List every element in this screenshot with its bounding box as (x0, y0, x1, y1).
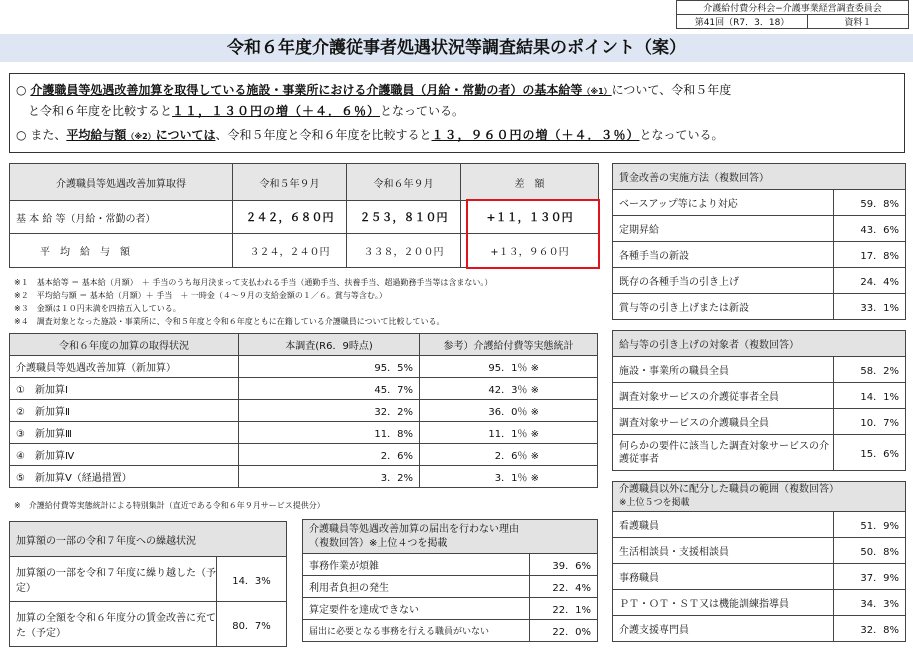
scope-row-label: 事務職員 (613, 564, 834, 590)
session-label: 第41回（R7．3．18） (677, 15, 808, 29)
methods-table (612, 163, 906, 320)
col-diff: 差 額 (461, 164, 599, 201)
acquisition-note: ※ 介護給付費等実態統計による特別集計（直近である令和６年９月サービス提供分） (14, 501, 325, 510)
scope-row-value: 34．3% (834, 590, 906, 616)
reason-row-label: 利用者負担の発生 (303, 576, 530, 598)
col-r6: 令和６年９月 (347, 164, 461, 201)
target-row-value: 15．6% (834, 435, 906, 471)
reason-row-label: 届出に必要となる事務を行える職員がいない (303, 620, 530, 642)
methods-title: 賃金改善の実施方法（複数回答） (613, 164, 906, 190)
scope-row-value: 51．9% (834, 512, 906, 538)
scope-row-label: 生活相談員・支援相談員 (613, 538, 834, 564)
scope-row-label: 看護職員 (613, 512, 834, 538)
bullet-1: ○ (16, 83, 27, 97)
scope-title: 介護職員以外に配分した職員の範囲（複数回答） ※上位５つを掲載 (613, 482, 906, 512)
row-base-salary-label: 基 本 給 等（月給・常勤の者） (10, 201, 233, 234)
method-row-label: 賞与等の引き上げまたは新設 (613, 294, 834, 320)
footnote-1: ※１ 基本給等 ＝ 基本給（月額） ＋ 手当のうち毎月決まって支払われる手当（通勤手当、扶養手当、超過勤務手当等は含まない。） (14, 278, 493, 287)
diff-highlight-frame (466, 199, 600, 269)
acq-col-status: 令和６年度の加算の取得状況 (10, 334, 239, 356)
summary-line1-text: 介護職員等処遇改善加算を取得している施設・事業所における介護職員（月給・常勤の者）の基本給等 (30, 83, 583, 97)
reason-row-value: 22．4% (530, 576, 598, 598)
carryover-row-label: 加算額の一部を令和７年度に繰り越した（予定） (10, 557, 217, 602)
carryover-row-label: 加算の全額を令和６年度分の賃金改善に充てた（予定） (10, 602, 217, 647)
carryover-row-value: 14．3% (217, 557, 287, 602)
targets-title: 給与等の引き上げの対象者（複数回答） (613, 331, 906, 357)
target-row-value: 10．7% (834, 409, 906, 435)
acq-row-label: ③ 新加算Ⅲ (10, 422, 239, 444)
acq-col-stat: 参考）介護給付費等実態統計 (420, 334, 598, 356)
scope-table (612, 481, 906, 642)
reason-row-value: 39．6% (530, 554, 598, 576)
page-title: 令和６年度介護従事者処遇状況等調査結果のポイント（案） (227, 38, 686, 58)
meta-box (676, 0, 909, 29)
acquisition-table: 令和６年度の加算の取得状況 本調査(R6．9時点) 参考）介護給付費等実態統計 介護職員等処遇改善加算（新加算） 95．5% 95．1％ ※ ① 新加算Ⅰ 45．7% 42．3％ ※ ② 新加算Ⅱ 32．2% 36．0％ ※ ③ 新加算Ⅲ 11．8% 11．1％ ※ ④ 新加算Ⅳ 2．6% 2．6％ ※ ⑤ 新加算Ⅴ（経過措置） 3．2% 3．1％ ※ (9, 333, 598, 488)
reason-row-label: 算定要件を達成できない (303, 598, 530, 620)
col-r5: 令和５年９月 (233, 164, 347, 201)
base-diff: +１１，１３０円 (461, 201, 599, 234)
acq-row-label: ② 新加算Ⅱ (10, 400, 239, 422)
target-row-label: 何らかの要件に該当した調査対象サービスの介護従事者 (613, 435, 834, 471)
method-row-value: 43．6% (834, 216, 906, 242)
scope-row-label: ＰＴ・ＯＴ・ＳＴ又は機能訓練指導員 (613, 590, 834, 616)
summary-box (9, 73, 905, 153)
method-row-label: 定期昇給 (613, 216, 834, 242)
method-row-label: 既存の各種手当の引き上げ (613, 268, 834, 294)
target-row-label: 施設・事業所の職員全員 (613, 357, 834, 383)
target-row-label: 調査対象サービスの介護従事者全員 (613, 383, 834, 409)
reason-row-label: 事務作業が煩雑 (303, 554, 530, 576)
summary-line1: ○ 介護職員等処遇改善加算を取得している施設・事業所における介護職員（月給・常勤の者）の基本給等（※1）について、令和５年度 (16, 83, 732, 97)
base-salary-increase: １１，１３０円の増（＋４．６％） (172, 104, 381, 118)
reasons-table (302, 519, 598, 642)
footnote-2: ※２ 平均給与額 ＝ 基本給（月額）＋ 手当 ＋ 一時金（４〜９月の支給金額の１／６。賞与等含む。） (14, 291, 387, 300)
reason-row-value: 22．1% (530, 598, 598, 620)
method-row-value: 24．4% (834, 268, 906, 294)
avg-r5: ３２４，２４０円 (233, 234, 347, 268)
carryover-table (9, 521, 287, 647)
scope-row-value: 32．8% (834, 616, 906, 642)
summary-line2: と令和６年度を比較すると１１，１３０円の増（＋４．６％）となっている。 (28, 104, 465, 118)
material-label: 資料１ (808, 15, 909, 29)
method-row-value: 33．1% (834, 294, 906, 320)
target-row-value: 58．2% (834, 357, 906, 383)
base-r5: ２４２，６８０円 (233, 201, 347, 234)
summary-line3: ○ また、平均給与額（※2）については、令和５年度と令和６年度を比較すると１３，９６０円の増（＋４．３％）となっている。 (16, 128, 724, 142)
footnote-3: ※３ 金額は１０円未満を四捨五入している。 (14, 304, 181, 313)
row-avg-salary-label: 平 均 給 与 額 (10, 234, 233, 268)
targets-table (612, 330, 906, 471)
base-r6: ２５３，８１０円 (347, 201, 461, 234)
scope-row-value: 50．8% (834, 538, 906, 564)
bullet-2: ○ (16, 128, 27, 142)
avg-r6: ３３８，２００円 (347, 234, 461, 268)
method-row-label: ベースアップ等により対応 (613, 190, 834, 216)
acq-row-label: ④ 新加算Ⅳ (10, 444, 239, 466)
method-row-value: 59．8% (834, 190, 906, 216)
col-acquisition: 介護職員等処遇改善加算取得 (10, 164, 233, 201)
method-row-label: 各種手当の新設 (613, 242, 834, 268)
acq-row-label: ⑤ 新加算Ⅴ（経過措置） (10, 466, 239, 488)
target-row-value: 14．1% (834, 383, 906, 409)
committee-label: 介護給付費分科会−介護事業経営調査委員会 (677, 1, 909, 15)
carryover-title: 加算額の一部の令和７年度への繰越状況 (10, 522, 287, 557)
acq-col-survey: 本調査(R6．9時点) (239, 334, 420, 356)
avg-diff: +１３，９６０円 (461, 234, 599, 268)
scope-row-value: 37．9% (834, 564, 906, 590)
footnote-4: ※４ 調査対象となった施設・事業所に、令和５年度と令和６年度ともに在籍している介護職員について比較している。 (14, 317, 445, 326)
scope-row-label: 介護支援専門員 (613, 616, 834, 642)
method-row-value: 17．8% (834, 242, 906, 268)
footnotes (14, 276, 604, 328)
carryover-row-value: 80．7% (217, 602, 287, 647)
acq-row-label: 介護職員等処遇改善加算（新加算） (10, 356, 239, 378)
avg-salary-increase: １３，９６０円の増（＋４．３％） (431, 128, 640, 142)
acq-row-label: ① 新加算Ⅰ (10, 378, 239, 400)
reasons-title: 介護職員等処遇改善加算の届出を行わない理由 （複数回答）※上位４つを掲載 (303, 520, 598, 554)
reason-row-value: 22．0% (530, 620, 598, 642)
target-row-label: 調査対象サービスの介護職員全員 (613, 409, 834, 435)
